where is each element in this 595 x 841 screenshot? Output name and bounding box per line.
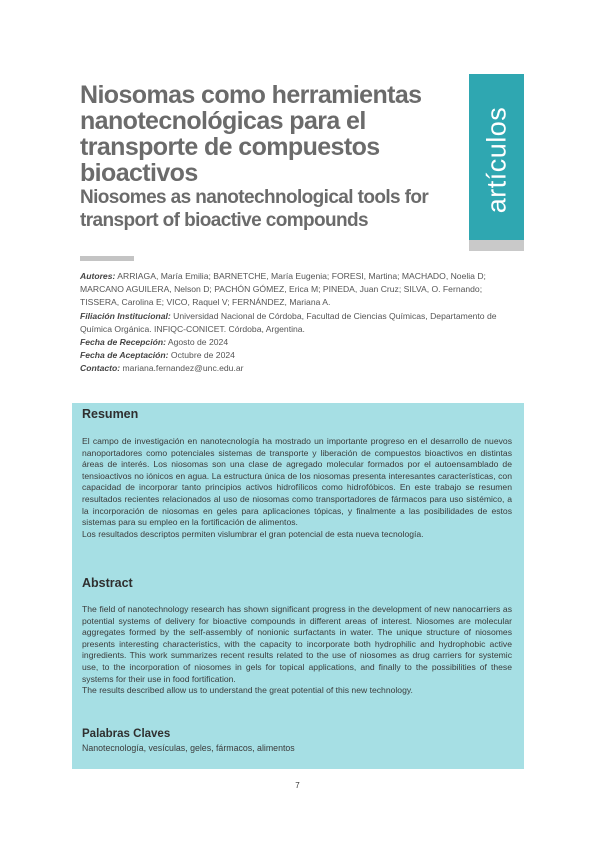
- authors-label: Autores:: [80, 271, 116, 281]
- received-label: Fecha de Recepción:: [80, 337, 166, 348]
- section-tab: [469, 74, 524, 240]
- affiliation-value: Universidad Nacional de Córdoba, Facultad de Ciencias Químicas, Departamento de Química Orgánica. INFIQC-CONICET. Córdoba, Argentina.: [80, 310, 497, 334]
- contact-label: Contacto:: [80, 363, 121, 374]
- received-value: Agosto de 2024: [167, 337, 229, 348]
- contact-line: [80, 362, 515, 375]
- resumen-closing: Los resultados descriptos permiten vislumbrar el gran potencial de esta nueva tecnología.: [82, 528, 424, 539]
- article-metadata: [80, 270, 515, 376]
- resumen-heading: Resumen: [82, 407, 139, 421]
- article-title-spanish: Niosomas como herramientas nanotecnológicas para el transporte de compuestos bioactivos: [80, 81, 422, 187]
- affiliation-line: [80, 310, 515, 336]
- affiliation-label: Filiación Institucional:: [80, 310, 171, 321]
- keywords-text: Nanotecnología, vesículas, geles, fármacos, alimentos: [82, 743, 295, 753]
- article-title-english: Niosomes as nanotechnological tools for transport of bioactive compounds: [80, 187, 429, 231]
- contact-email[interactable]: mariana.fernandez@unc.edu.ar: [122, 363, 244, 374]
- abstract-text: [82, 604, 512, 697]
- keywords-heading: Palabras Claves: [82, 728, 171, 740]
- abstract-paragraph: The field of nanotechnology research has shown significant progress in the development of new nanocarriers as potential systems of delivery for bioactive compounds in different areas of interest. Niosomes are molecular aggregates formed by the self-assembly of nonionic surfactants in water. The unique structure of niosomes presents interesting characteristics, with the capacity to incorporate both hydrophilic and hydrophobic active ingredients. This work summarizes recent results related to the use of niosomes as drug carriers for systemic use, to the incorporation of niosomes in gels for topical applications, and finally to the possibilities of these systems for their use in food fortification.: [82, 604, 512, 684]
- resumen-paragraph: El campo de investigación en nanotecnología ha mostrado un importante progreso en el desarrollo de nuevos nanoportadores como potenciales sistemas de transporte y liberación de compuestos bioactivos en distintas áreas de interés. Los niosomas son una clase de agregado molecular formados por el autoensamblado de tensioactivos no iónicos en agua. La estructura única de los niosomas presenta interesantes características, con capacidad de incorporar tanto principios activos hidrofílicos como hidrofóbicos. En este trabajo se resumen resultados recientes relacionados al uso de niosomas como transportadores de fármacos para uso sistémico, a la incorporación de niosomas en geles para aplicaciones tópicas, y finalmente a las posibilidades de estos sistemas para su empleo en la fortificación de alimentos.: [82, 436, 512, 528]
- received-line: [80, 336, 515, 349]
- accepted-line: [80, 349, 515, 362]
- resumen-text: [82, 436, 512, 540]
- authors-line: [80, 270, 515, 310]
- abstract-closing: The results described allow us to understand the great potential of this new technology.: [82, 685, 413, 696]
- abstract-heading: Abstract: [82, 576, 133, 590]
- accepted-value: Octubre de 2024: [170, 350, 235, 361]
- section-tab-bar: [469, 240, 524, 251]
- title-divider: [80, 256, 134, 261]
- page-number: 7: [295, 781, 300, 790]
- section-tab-label: artículos: [481, 106, 511, 214]
- authors-value: ARRIAGA, María Emilia; BARNETCHE, María Eugenia; FORESI, Martina; MACHADO, Noelia D; MARCANO AGUILERA, Nelson D; PACHÓN GÓMEZ, Erica M; PINEDA, Juan Cruz; SILVA, O. Fernando; TISSERA, Carolina E; VICO, Raquel V; FERNÁNDEZ, Mariana A.: [80, 271, 486, 308]
- accepted-label: Fecha de Aceptación:: [80, 350, 169, 361]
